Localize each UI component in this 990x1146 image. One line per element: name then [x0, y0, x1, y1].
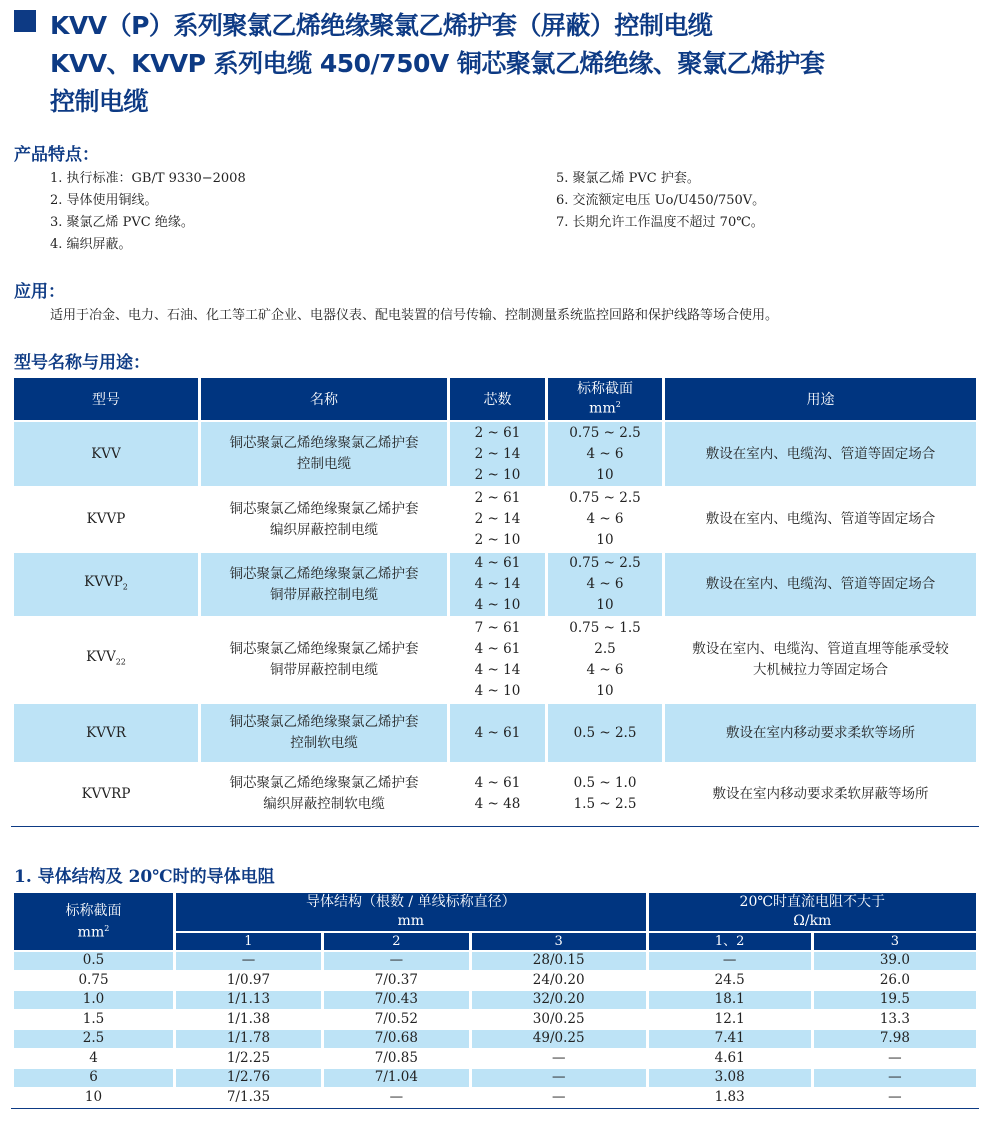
use-cell	[665, 704, 976, 762]
table-row	[14, 972, 976, 990]
model-cell	[14, 553, 198, 616]
header-section-unit: mm	[589, 400, 616, 417]
cores-value: 2 ~ 14	[474, 445, 521, 462]
name-cell	[201, 704, 447, 762]
name-line: 铜芯聚氯乙烯绝缘聚氯乙烯护套	[229, 775, 419, 791]
section-value: 0.75 ~ 2.5	[569, 490, 641, 506]
table-row	[14, 488, 976, 551]
section-cell	[548, 488, 662, 551]
application-heading: 应用：	[14, 282, 65, 302]
cores-value: 4 ~ 61	[474, 724, 521, 741]
table-cell: 0.5	[14, 952, 173, 970]
section-value: 10	[596, 466, 614, 483]
table-cell: 2.5	[14, 1030, 173, 1048]
header-use: 用途	[665, 378, 976, 420]
table-cell: 1/0.97	[226, 971, 271, 988]
model-cell	[14, 422, 198, 486]
header-structure-unit: mm	[397, 913, 425, 929]
table-cell: 7/0.43	[324, 991, 469, 1009]
use-line: 敷设在室内移动要求柔软屏蔽等场所	[712, 785, 929, 802]
model-code: KVVR	[86, 724, 126, 741]
model-cell	[14, 488, 198, 551]
use-line: 敷设在室内、电缆沟、管道直埋等能承受较	[692, 641, 949, 657]
name-line: 铜芯聚氯乙烯绝缘聚氯乙烯护套	[229, 565, 419, 582]
cores-cell	[450, 618, 545, 702]
use-line: 敷设在室内、电缆沟、管道等固定场合	[705, 445, 936, 462]
table-cell: 30/0.25	[532, 1010, 585, 1027]
table-cell: 7.98	[814, 1030, 976, 1048]
table-cell: 1.83	[714, 1088, 745, 1105]
table-cell: 6	[14, 1069, 173, 1087]
cores-cell	[450, 422, 545, 486]
table-cell: 7/1.35	[226, 1088, 271, 1105]
name-line: 编织屏蔽控制电缆	[270, 521, 378, 538]
section-value: 4 ~ 6	[586, 511, 624, 527]
subheader-cell: 1	[176, 933, 321, 950]
table-cell: 7/0.85	[374, 1049, 418, 1066]
model-cell	[14, 704, 198, 762]
application-text: 适用于冶金、电力、石油、化工等工矿企业、电器仪表、配电装置的信号传输、控制测量系统监控回路和保护线路等场合使用。	[50, 308, 779, 323]
name-line: 铜带屏蔽控制电缆	[270, 662, 378, 678]
header-section-sup: 2	[615, 400, 621, 410]
table-cell: 7/0.52	[374, 1010, 418, 1027]
use-cell	[665, 488, 976, 551]
table-row	[14, 553, 976, 616]
cores-value: 2 ~ 10	[474, 532, 521, 548]
table-cell: 1/1.13	[176, 991, 321, 1009]
section-cell	[548, 618, 662, 702]
page-title-line1: KVV（P）系列聚氯乙烯绝缘聚氯乙烯护套（屏蔽）控制电缆	[50, 11, 713, 40]
name-line: 铜芯聚氯乙烯绝缘聚氯乙烯护套	[229, 641, 419, 657]
section-value: 0.5 ~ 1.0	[573, 775, 637, 791]
header-structure	[176, 893, 646, 931]
section-value: 1.5 ~ 2.5	[573, 796, 637, 812]
table-cell: 10	[84, 1088, 103, 1105]
table-row	[14, 952, 976, 970]
use-line: 敷设在室内、电缆沟、管道等固定场合	[705, 511, 936, 527]
table-cell: —	[324, 952, 469, 970]
header-structure-label: 导体结构（根数 / 单线标称直径）	[305, 894, 516, 910]
section-value: 10	[596, 532, 614, 548]
table-cell: 1/1.78	[176, 1030, 321, 1048]
table-cell: 18.1	[649, 991, 811, 1009]
feature-item: 2. 导体使用铜线。	[50, 193, 158, 208]
use-cell	[665, 764, 976, 824]
table-cell: 26.0	[879, 971, 910, 988]
page-title-line3: 控制电缆	[50, 87, 149, 116]
section-cell	[548, 553, 662, 616]
name-line: 铜芯聚氯乙烯绝缘聚氯乙烯护套	[229, 500, 419, 517]
table-row	[14, 1069, 976, 1087]
cores-cell	[450, 553, 545, 616]
cores-cell	[450, 764, 545, 824]
subheader-cell: 1、2	[649, 933, 811, 950]
header-name: 名称	[201, 378, 447, 420]
header-section-sup: 2	[104, 923, 110, 933]
name-line: 编织屏蔽控制软电缆	[263, 796, 385, 812]
table-cell: 4.61	[714, 1049, 745, 1066]
table-cell: —	[389, 1088, 404, 1105]
table-cell: 13.3	[879, 1010, 910, 1027]
name-cell	[201, 618, 447, 702]
subheader-cell: 2	[324, 933, 469, 950]
name-line: 铜芯聚氯乙烯绝缘聚氯乙烯护套	[229, 435, 419, 451]
feature-item: 6. 交流额定电压 Uo/U450/750V。	[556, 193, 766, 208]
model-code: KVVRP	[81, 785, 131, 802]
table-row	[14, 1030, 976, 1048]
model-code: KVV	[91, 445, 121, 462]
cores-value: 4 ~ 61	[474, 641, 521, 657]
table-row	[14, 704, 976, 762]
header-resistance	[649, 893, 976, 931]
header-section-label: 标称截面	[577, 381, 633, 398]
feature-item: 3. 聚氯乙烯 PVC 绝缘。	[50, 215, 194, 230]
table-cell: 3.08	[649, 1069, 811, 1087]
section-value: 0.75 ~ 2.5	[569, 424, 641, 441]
section-cell	[548, 704, 662, 762]
cores-value: 7 ~ 61	[474, 620, 521, 636]
use-line: 大机械拉力等固定场合	[753, 662, 888, 678]
header-cores: 芯数	[450, 378, 545, 420]
header-resistance-unit: Ω/km	[793, 913, 832, 929]
section-value: 0.5 ~ 2.5	[573, 724, 637, 741]
header-section-unit: mm	[77, 924, 105, 941]
table-cell: 7/0.37	[374, 971, 418, 988]
table-cell: 1/1.38	[226, 1010, 271, 1027]
title-square-icon	[14, 10, 36, 32]
table-cell: 1/2.25	[226, 1049, 271, 1066]
name-cell	[201, 422, 447, 486]
table-cell: 19.5	[814, 991, 976, 1009]
use-line: 敷设在室内移动要求柔软等场所	[726, 724, 915, 741]
cores-value: 2 ~ 61	[474, 424, 521, 441]
model-subscript: 2	[122, 582, 128, 592]
name-line: 控制电缆	[297, 456, 351, 472]
name-cell	[201, 553, 447, 616]
table-cell: —	[814, 1069, 976, 1087]
table-cell: 7/1.04	[324, 1069, 469, 1087]
subheader-cell: 3	[814, 933, 976, 950]
name-cell	[201, 764, 447, 824]
name-line: 控制软电缆	[290, 735, 358, 751]
table-cell: —	[888, 1049, 902, 1066]
cores-value: 4 ~ 48	[474, 796, 521, 812]
model-code: KVVP	[86, 511, 126, 527]
table-cell: 39.0	[814, 952, 976, 970]
table-cell: 28/0.15	[472, 952, 646, 970]
name-cell	[201, 488, 447, 551]
header-section	[548, 378, 662, 420]
header-model: 型号	[14, 378, 198, 420]
table-cell: —	[176, 952, 321, 970]
table-row	[14, 618, 976, 702]
cores-value: 2 ~ 61	[474, 490, 521, 506]
cores-value: 2 ~ 14	[474, 511, 521, 527]
table-cell: 1/2.76	[176, 1069, 321, 1087]
use-cell	[665, 422, 976, 486]
table-cell: —	[888, 1088, 902, 1105]
section-value: 0.75 ~ 1.5	[569, 620, 641, 636]
models-table	[11, 376, 979, 827]
table-cell: 12.1	[714, 1010, 745, 1027]
feature-item: 1. 执行标准：GB/T 9330−2008	[50, 171, 246, 186]
conductor-table	[11, 891, 979, 1109]
cores-value: 4 ~ 61	[474, 555, 521, 571]
model-cell	[14, 618, 198, 702]
table-cell: 0.75	[78, 971, 109, 988]
cores-cell	[450, 704, 545, 762]
features-heading: 产品特点：	[14, 145, 99, 165]
table-row	[14, 422, 976, 486]
table-cell: —	[551, 1049, 566, 1066]
cores-value: 4 ~ 10	[474, 683, 521, 699]
feature-item: 4. 编织屏蔽。	[50, 237, 132, 252]
model-code: KVV	[86, 649, 116, 666]
header-section	[14, 893, 173, 950]
table-row	[14, 1050, 976, 1068]
use-line: 敷设在室内、电缆沟、管道等固定场合	[705, 576, 936, 592]
table-row	[14, 764, 976, 824]
cores-value: 2 ~ 10	[474, 466, 521, 483]
table-cell: 49/0.25	[472, 1030, 646, 1048]
model-code: KVVP	[84, 573, 123, 590]
table-cell: 1.5	[82, 1010, 105, 1027]
table-cell: 7.41	[649, 1030, 811, 1048]
table-cell: 7/0.68	[324, 1030, 469, 1048]
subheader-cell: 3	[472, 933, 646, 950]
table-cell: 24/0.20	[532, 971, 585, 988]
table-cell: 1.0	[14, 991, 173, 1009]
cores-value: 4 ~ 10	[474, 597, 521, 613]
model-subscript: 22	[115, 657, 126, 667]
models-heading: 型号名称与用途：	[14, 353, 150, 373]
conductor-heading: 1. 导体结构及 20℃时的导体电阻	[14, 867, 275, 887]
section-value: 0.75 ~ 2.5	[569, 555, 641, 571]
use-cell	[665, 553, 976, 616]
table-cell: —	[649, 952, 811, 970]
header-resistance-label: 20℃时直流电阻不大于	[739, 894, 886, 910]
section-value: 4 ~ 6	[586, 662, 624, 678]
table-row	[14, 1011, 976, 1029]
table-cell: 32/0.20	[472, 991, 646, 1009]
section-value: 4 ~ 6	[586, 445, 624, 462]
name-line: 铜芯聚氯乙烯绝缘聚氯乙烯护套	[229, 714, 419, 730]
cores-cell	[450, 488, 545, 551]
feature-item: 5. 聚氯乙烯 PVC 护套。	[556, 171, 700, 186]
cores-value: 4 ~ 14	[474, 576, 521, 592]
page-title-line2: KVV、KVVP 系列电缆 450/750V 铜芯聚氯乙烯绝缘、聚氯乙烯护套	[50, 49, 825, 78]
table-cell: —	[551, 1088, 566, 1105]
table-cell: 4	[89, 1049, 98, 1066]
table-cell: 24.5	[714, 971, 745, 988]
section-value: 4 ~ 6	[586, 576, 624, 592]
cores-value: 4 ~ 61	[474, 775, 521, 791]
use-cell	[665, 618, 976, 702]
section-value: 2.5	[594, 641, 616, 657]
header-section-label: 标称截面	[65, 902, 122, 919]
model-cell	[14, 764, 198, 824]
table-row	[14, 1089, 976, 1107]
section-cell	[548, 764, 662, 824]
name-line: 铜带屏蔽控制电缆	[270, 586, 378, 603]
table-cell: —	[472, 1069, 646, 1087]
cores-value: 4 ~ 14	[474, 662, 521, 678]
feature-item: 7. 长期允许工作温度不超过 70℃。	[556, 215, 764, 230]
section-value: 10	[596, 683, 614, 699]
section-value: 10	[596, 597, 614, 613]
table-row	[14, 991, 976, 1009]
section-cell	[548, 422, 662, 486]
